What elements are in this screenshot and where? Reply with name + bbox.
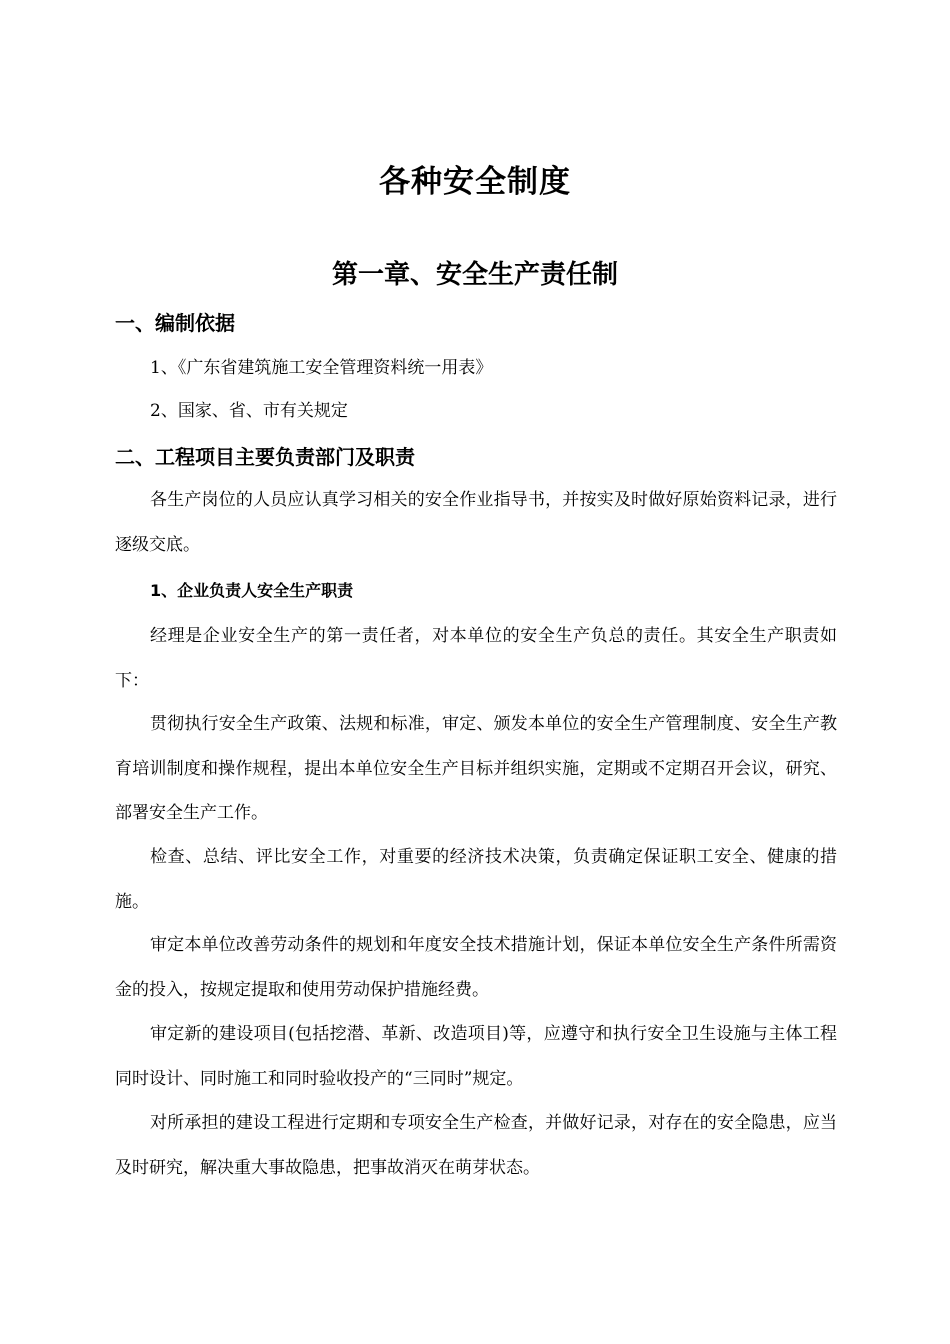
duty-paragraph: 检查、总结、评比安全工作，对重要的经济技术决策，负责确定保证职工安全、健康的措施。 [115, 847, 837, 912]
duty-paragraph: 对所承担的建设工程进行定期和专项安全生产检查，并做好记录，对存在的安全隐患，应当及时研究，解决重大事故隐患，把事故消灭在萌芽状态。 [115, 1113, 837, 1178]
duty-paragraph: 审定新的建设项目(包括挖潜、革新、改造项目)等，应遵守和执行安全卫生设施与主体工程同时设计、同时施工和同时验收投产的“三同时”规定。 [115, 1024, 837, 1089]
basis-item-1: 1、《广东省建筑施工安全管理资料统一用表》 [150, 358, 493, 378]
basis-item-2: 2、国家、省、市有关规定 [150, 401, 348, 421]
duty-paragraph: 审定本单位改善劳动条件的规划和年度安全技术措施计划，保证本单位安全生产条件所需资金的投入，按规定提取和使用劳动保护措施经费。 [115, 935, 837, 1000]
duty-paragraph: 贯彻执行安全生产政策、法规和标准，审定、颁发本单位的安全生产管理制度、安全生产教育培训制度和操作规程，提出本单位安全生产目标并组织实施，定期或不定期召开会议，研究、部署安全生产工作。 [115, 714, 837, 823]
document-title: 各种安全制度 [379, 164, 571, 200]
section-heading-departments: 二、工程项目主要负责部门及职责 [115, 445, 415, 469]
subsection-heading-leader-duties: 1、企业负责人安全生产职责 [150, 581, 354, 600]
section-intro-paragraph: 各生产岗位的人员应认真学习相关的安全作业指导书，并按实及时做好原始资料记录，进行逐级交底。 [115, 490, 837, 555]
duty-paragraph: 经理是企业安全生产的第一责任者，对本单位的安全生产负总的责任。其安全生产职责如下： [115, 626, 837, 691]
chapter-title: 第一章、安全生产责任制 [331, 260, 618, 290]
section-heading-basis: 一、编制依据 [115, 311, 235, 335]
